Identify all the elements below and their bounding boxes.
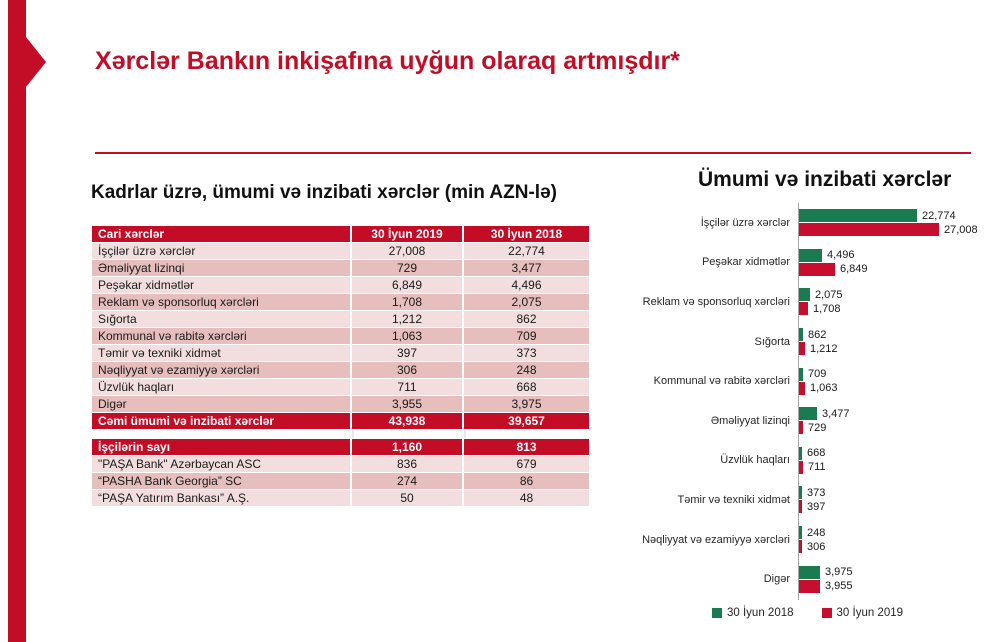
bar-2019 (799, 540, 802, 553)
bar-value-label: 6,849 (840, 263, 868, 276)
legend-label-2018: 30 İyun 2018 (727, 607, 794, 619)
bar-value-label: 373 (807, 486, 826, 499)
row-label (92, 430, 350, 438)
chart-category-row (632, 243, 997, 283)
row-value-2018: 813 (464, 439, 589, 455)
chart-category-row (632, 401, 997, 441)
table-row (92, 260, 589, 276)
category-label: Təmir və texniki xidmət (677, 493, 790, 506)
table-row (92, 490, 589, 506)
category-label: Reklam və sponsorluq xərcləri (642, 295, 790, 308)
row-value-2019: 1,063 (352, 328, 462, 344)
bar-line (799, 540, 825, 553)
bar-2018 (799, 407, 817, 420)
bar-value-label: 729 (808, 421, 827, 434)
bar-value-label: 3,477 (822, 407, 850, 420)
bar-value-label: 2,075 (815, 288, 843, 301)
row-value-2019: 1,708 (352, 294, 462, 310)
bar-line (799, 566, 853, 579)
bar-2018 (799, 209, 917, 222)
bar-chart-rows (632, 203, 997, 599)
table-row (92, 413, 589, 429)
bar-value-label: 3,975 (825, 566, 853, 579)
bar-2019 (799, 223, 939, 236)
expenses-table-body (92, 226, 589, 506)
bar-2018 (799, 526, 802, 539)
legend-swatch-2018-icon (712, 608, 722, 618)
chevron-right-icon (26, 37, 46, 87)
bar-value-label: 397 (807, 500, 826, 513)
bar-2018 (799, 328, 803, 341)
bar-line (799, 328, 838, 341)
row-value-2018: 22,774 (464, 243, 589, 259)
bar-line (799, 500, 825, 513)
bar-line (799, 461, 826, 474)
category-label: Peşəkar xidmətlər (701, 256, 790, 269)
expenses-table (90, 225, 591, 507)
legend-label-2019: 30 İyun 2019 (836, 607, 904, 619)
bar-line (799, 407, 850, 420)
bar-line (799, 526, 825, 539)
chart-category-row (632, 203, 997, 243)
table-row (92, 277, 589, 293)
bar-value-label: 306 (807, 540, 826, 553)
bar-line (799, 263, 868, 276)
bar-2019 (799, 421, 803, 434)
bar-2018 (799, 368, 803, 381)
row-value-2019: 729 (352, 260, 462, 276)
bar-line (799, 288, 843, 301)
table-title: Kadrlar üzrə, ümumi və inzibati xərclər (min AZN-lə) (91, 182, 557, 203)
table-row (92, 311, 589, 327)
bar-group (799, 447, 826, 474)
category-label: Əməliyyat lizinqi (710, 414, 790, 427)
row-value-2019: 50 (352, 490, 462, 506)
row-value-2019: 1,160 (352, 439, 462, 455)
legend-item-2019 (822, 607, 904, 619)
chart-category-row (632, 480, 997, 520)
bar-group (799, 209, 978, 236)
row-value-2018: 4,496 (464, 277, 589, 293)
bar-value-label: 1,063 (810, 382, 838, 395)
row-value-2019: 3,955 (352, 396, 462, 412)
row-label: Cari xərclər (92, 226, 350, 242)
bar-line (799, 382, 838, 395)
row-value-2018: 86 (464, 473, 589, 489)
chart-legend (712, 607, 903, 619)
bar-line (799, 447, 826, 460)
row-label: Reklam və sponsorluq xərcləri (92, 294, 350, 310)
bar-2019 (799, 580, 820, 593)
table-row (92, 345, 589, 361)
bar-value-label: 862 (808, 328, 827, 341)
table-row (92, 473, 589, 489)
row-label: Digər (92, 396, 350, 412)
row-value-2019: 27,008 (352, 243, 462, 259)
chart-category-row (632, 441, 997, 481)
row-label: İşçilər üzrə xərclər (92, 243, 350, 259)
table-row (92, 243, 589, 259)
bar-line (799, 223, 978, 236)
bar-2019 (799, 461, 803, 474)
row-value-2018: 709 (464, 328, 589, 344)
row-value-2019: 397 (352, 345, 462, 361)
bar-2019 (799, 302, 808, 315)
slide-title: Xərclər Bankın inkişafına uyğun olaraq artmışdır* (95, 47, 680, 75)
row-value-2019: 43,938 (352, 413, 462, 429)
row-value-2018: 2,075 (464, 294, 589, 310)
bar-2018 (799, 486, 802, 499)
bar-value-label: 27,008 (944, 223, 978, 236)
chart-category-row (632, 322, 997, 362)
table-row (92, 379, 589, 395)
table-row (92, 456, 589, 472)
bar-chart (632, 203, 997, 599)
row-value-2018: 30 İyun 2018 (464, 226, 589, 242)
bar-line (799, 421, 850, 434)
category-label: Digər (763, 573, 790, 586)
chart-category-row (632, 282, 997, 322)
bar-line (799, 249, 868, 262)
bar-group (799, 249, 868, 276)
bar-line (799, 486, 825, 499)
row-label: Üzvlük haqları (92, 379, 350, 395)
row-label: Əməliyyat lizinqi (92, 260, 350, 276)
row-label: İşçilərin sayı (92, 439, 350, 455)
bar-value-label: 22,774 (922, 209, 956, 222)
bar-group (799, 486, 825, 513)
chart-category-row (632, 520, 997, 560)
bar-group (799, 368, 838, 395)
bar-line (799, 342, 838, 355)
bar-group (799, 407, 850, 434)
row-value-2019: 306 (352, 362, 462, 378)
row-label: Cəmi ümumi və inzibati xərclər (92, 413, 350, 429)
row-value-2018: 668 (464, 379, 589, 395)
legend-item-2018 (712, 607, 794, 619)
bar-value-label: 1,212 (810, 342, 838, 355)
bar-2018 (799, 249, 822, 262)
table-row (92, 439, 589, 455)
row-value-2018 (464, 430, 589, 438)
table-row (92, 362, 589, 378)
bar-group (799, 526, 825, 553)
row-label: Kommunal və rabitə xərcləri (92, 328, 350, 344)
table-row (92, 226, 589, 242)
bar-2018 (799, 288, 810, 301)
category-label: Kommunal və rabitə xərcləri (653, 375, 790, 388)
bar-2018 (799, 566, 820, 579)
bar-2019 (799, 342, 805, 355)
row-value-2018: 39,657 (464, 413, 589, 429)
row-label: Təmir və texniki xidmət (92, 345, 350, 361)
category-label: Üzvlük haqları (720, 454, 790, 467)
row-label: Sığorta (92, 311, 350, 327)
row-value-2018: 862 (464, 311, 589, 327)
row-value-2018: 48 (464, 490, 589, 506)
row-value-2018: 3,477 (464, 260, 589, 276)
row-label: “PAŞA Yatırım Bankası” A.Ş. (92, 490, 350, 506)
row-label: "PAŞA Bank" Azərbaycan ASC (92, 456, 350, 472)
table-row (92, 328, 589, 344)
row-value-2018: 373 (464, 345, 589, 361)
bar-group (799, 288, 843, 315)
legend-swatch-2019-icon (822, 608, 832, 618)
row-value-2019 (352, 430, 462, 438)
category-label: Sığorta (754, 335, 790, 348)
category-label: Nəqliyyat və ezamiyyə xərcləri (642, 533, 790, 546)
row-value-2019: 30 İyun 2019 (352, 226, 462, 242)
chart-category-row (632, 559, 997, 599)
row-value-2019: 6,849 (352, 277, 462, 293)
row-value-2018: 3,975 (464, 396, 589, 412)
bar-value-label: 1,708 (813, 302, 841, 315)
bar-line (799, 209, 978, 222)
row-label: Nəqliyyat və ezamiyyə xərcləri (92, 362, 350, 378)
bar-2019 (799, 382, 805, 395)
row-value-2019: 1,212 (352, 311, 462, 327)
row-value-2018: 248 (464, 362, 589, 378)
bar-value-label: 709 (808, 368, 827, 381)
bar-value-label: 4,496 (827, 249, 855, 262)
bar-value-label: 711 (808, 461, 826, 474)
bar-2019 (799, 263, 835, 276)
title-divider-line (95, 152, 971, 154)
bar-line (799, 368, 838, 381)
left-accent-bar (8, 0, 26, 642)
chart-category-row (632, 361, 997, 401)
row-value-2018: 679 (464, 456, 589, 472)
table-row (92, 396, 589, 412)
category-label: İşçilər üzrə xərclər (700, 216, 790, 229)
bar-group (799, 328, 838, 355)
bar-2018 (799, 447, 802, 460)
row-label: Peşəkar xidmətlər (92, 277, 350, 293)
bar-line (799, 302, 843, 315)
table-row (92, 294, 589, 310)
row-value-2019: 836 (352, 456, 462, 472)
table-row (92, 430, 589, 438)
row-value-2019: 711 (352, 379, 462, 395)
bar-2019 (799, 500, 802, 513)
bar-value-label: 248 (807, 526, 826, 539)
row-value-2019: 274 (352, 473, 462, 489)
chart-title: Ümumi və inzibati xərclər (698, 168, 952, 191)
row-label: “PASHA Bank Georgia” SC (92, 473, 350, 489)
bar-line (799, 580, 853, 593)
bar-value-label: 668 (807, 447, 826, 460)
bar-value-label: 3,955 (825, 580, 853, 593)
bar-group (799, 566, 853, 593)
